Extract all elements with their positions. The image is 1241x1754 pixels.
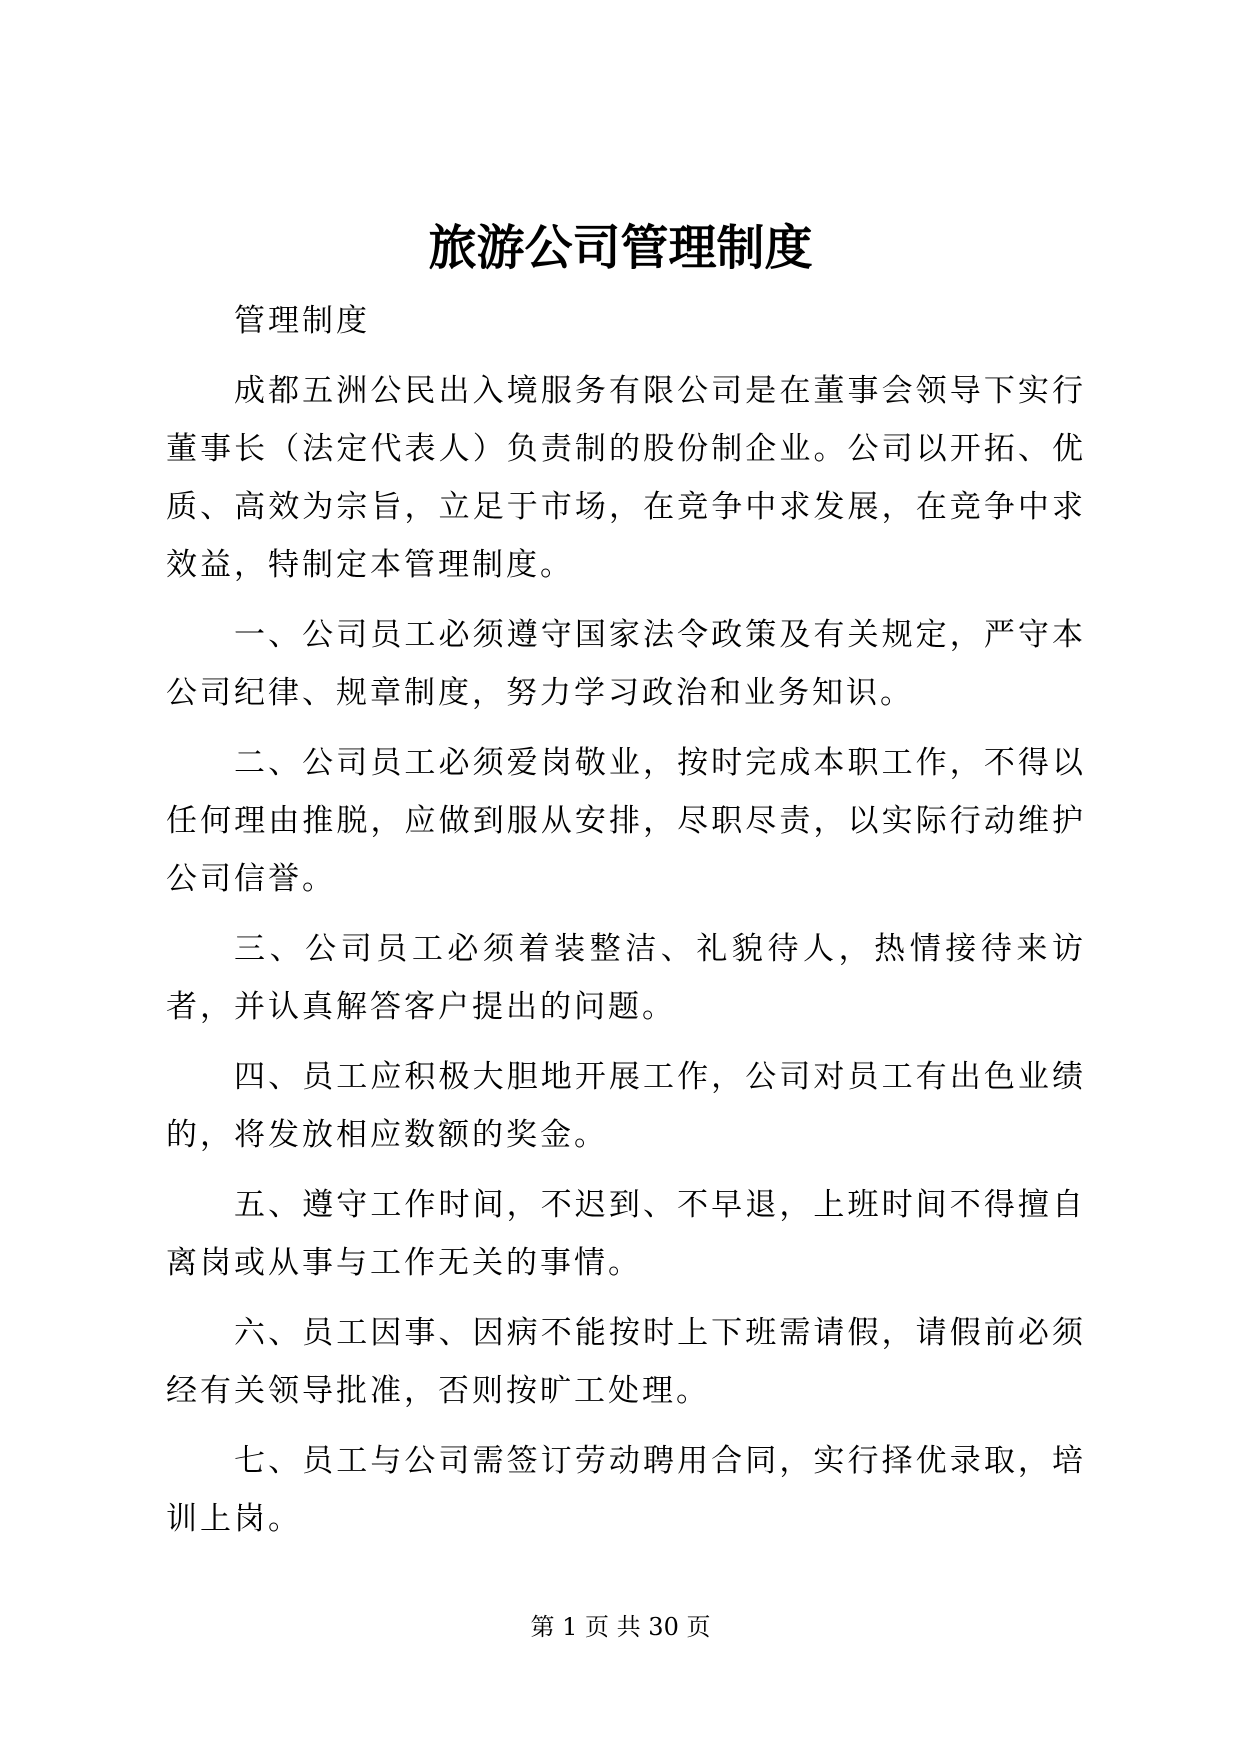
paragraph-rule-1: 一、公司员工必须遵守国家法令政策及有关规定，严守本公司纪律、规章制度，努力学习政治和业务知识。 [166,617,1086,711]
paragraph-rule-7: 七、员工与公司需签订劳动聘用合同，实行择优录取，培训上岗。 [166,1443,1086,1537]
paragraph-rule-5: 五、遵守工作时间，不迟到、不早退，上班时间不得擅自离岗或从事与工作无关的事情。 [166,1187,1086,1281]
paragraph-rule-4: 四、员工应积极大胆地开展工作，公司对员工有出色业绩的，将发放相应数额的奖金。 [166,1059,1086,1153]
page-footer: 第 1 页 共 30 页 [530,1613,711,1641]
paragraph-rule-2: 二、公司员工必须爱岗敬业，按时完成本职工作，不得以任何理由推脱，应做到服从安排，尽职尽责，以实际行动维护公司信誉。 [166,745,1086,897]
document-title: 旅游公司管理制度 [428,220,813,276]
paragraph-rule-6: 六、员工因事、因病不能按时上下班需请假，请假前必须经有关领导批准，否则按旷工处理。 [166,1315,1086,1409]
paragraph-rule-3: 三、公司员工必须着装整洁、礼貌待人，热情接待来访者，并认真解答客户提出的问题。 [166,931,1086,1025]
document-body [166,292,1086,1560]
paragraph-intro: 成都五洲公民出入境服务有限公司是在董事会领导下实行董事长（法定代表人）负责制的股份制企业。公司以开拓、优质、高效为宗旨，立足于市场，在竞争中求发展，在竞争中求效益，特制定本管理制度。 [166,373,1086,583]
paragraph-heading: 管理制度 [234,303,370,339]
